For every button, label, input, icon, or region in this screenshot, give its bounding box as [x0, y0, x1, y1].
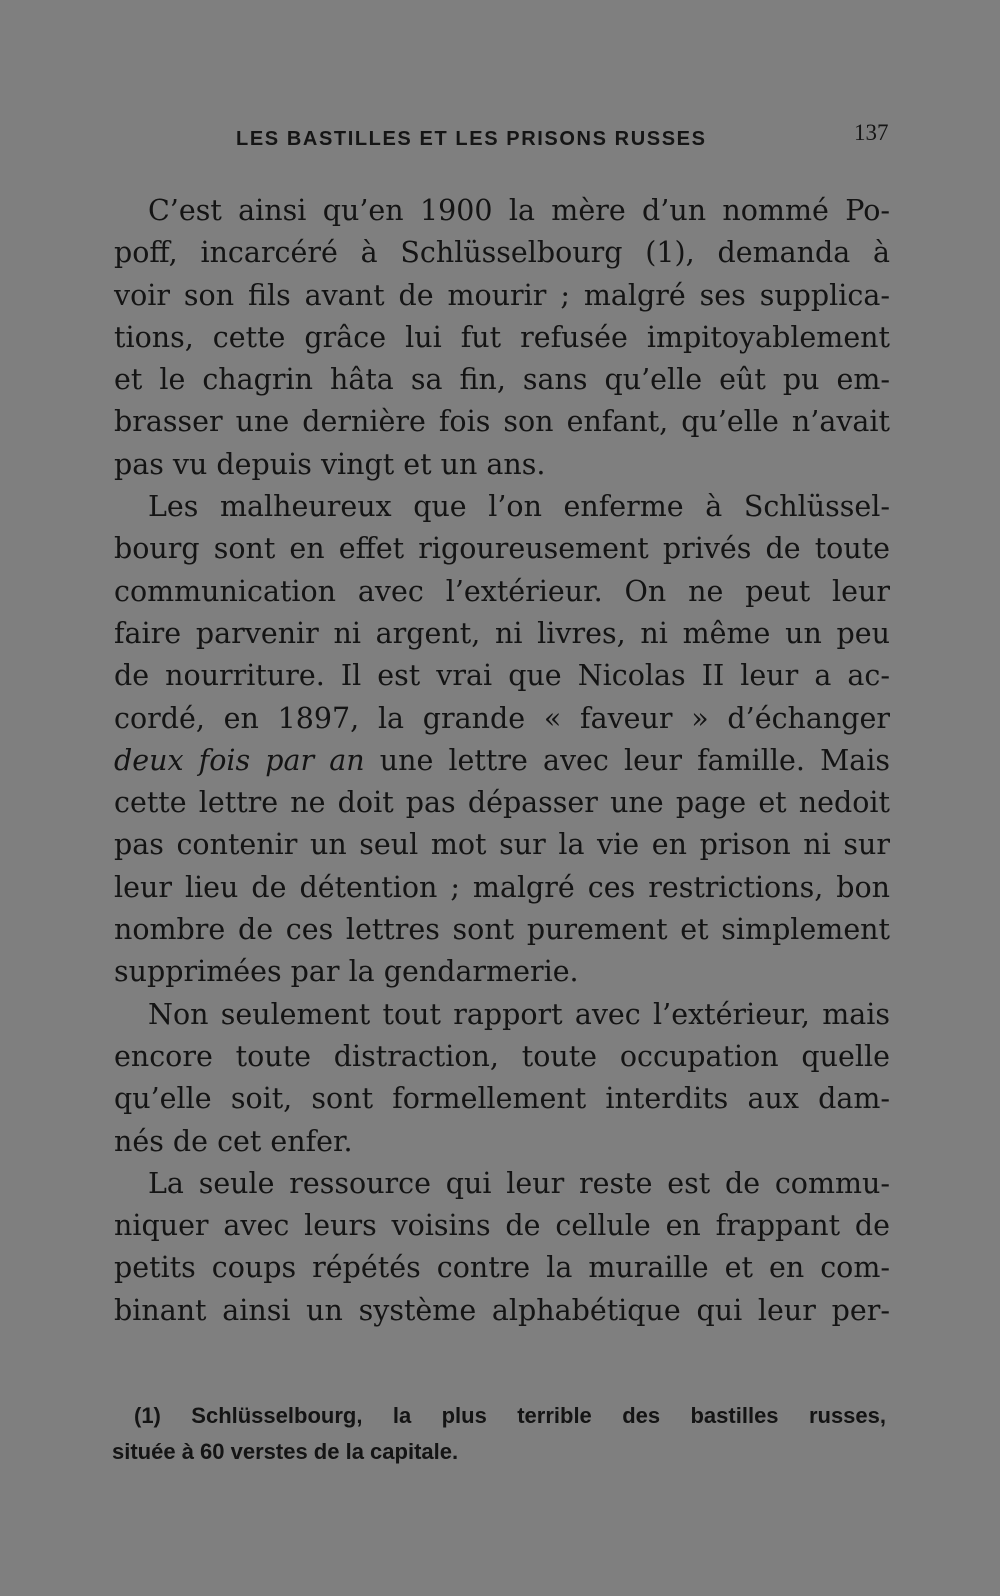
- text-line: Non seulement tout rapport avec l’extérieur, mais: [148, 997, 890, 1031]
- text-line: encore toute distraction, toute occupation quelle: [114, 1039, 890, 1073]
- text-line: faire parvenir ni argent, ni livres, ni même un peu: [114, 616, 890, 650]
- paragraph-3: [114, 994, 890, 1163]
- body-text: [114, 190, 890, 1332]
- text-line: La seule ressource qui leur reste est de commu-: [148, 1166, 890, 1200]
- paragraph-1: [114, 190, 890, 486]
- text-line: niquer avec leurs voisins de cellule en frappant de: [114, 1209, 890, 1243]
- text-line: brasser une dernière fois son enfant, qu’elle n’avait: [114, 405, 890, 439]
- text-line: bourg sont en effet rigoureusement privés de toute: [114, 532, 890, 566]
- text-line: poff, incarcéré à Schlüsselbourg (1), demanda à: [114, 236, 890, 270]
- text-line: Les malheureux que l’on enferme à Schlüssel-: [148, 490, 890, 524]
- text-line: binant ainsi un système alphabétique qui leur per-: [114, 1293, 890, 1327]
- footnote: [112, 1398, 886, 1470]
- text-line: cette lettre ne doit pas dépasser une page et nedoit: [114, 786, 890, 820]
- footnote-line: située à 60 verstes de la capitale.: [112, 1439, 459, 1464]
- text-line: C’est ainsi qu’en 1900 la mère d’un nommé Po-: [148, 194, 890, 227]
- page-number: 137: [854, 120, 889, 145]
- text-line: nés de cet enfer.: [114, 1124, 353, 1158]
- text-line: tions, cette grâce lui fut refusée impitoyablement: [114, 320, 890, 354]
- text-line: de nourriture. Il est vrai que Nicolas II leur a ac-: [114, 659, 890, 693]
- running-title: LES BASTILLES ET LES PRISONS RUSSES: [236, 128, 707, 150]
- text-line: pas contenir un seul mot sur la vie en prison ni sur: [114, 828, 890, 862]
- text-line: communication avec l’extérieur. On ne peut leur: [114, 574, 890, 608]
- text-line: qu’elle soit, sont formellement interdits aux dam-: [114, 1082, 890, 1116]
- text-line: et le chagrin hâta sa fin, sans qu’elle eût pu em-: [114, 363, 890, 397]
- footnote-line: (1) Schlüsselbourg, la plus terrible des bastilles russes,: [134, 1403, 886, 1428]
- italic-phrase: deux fois par an: [114, 743, 365, 777]
- text-line: petits coups répétés contre la muraille et en com-: [114, 1251, 890, 1285]
- paragraph-2: [114, 486, 890, 994]
- text-line: cordé, en 1897, la grande « faveur » d’échanger: [114, 701, 890, 735]
- text-line: voir son fils avant de mourir ; malgré ses supplica-: [114, 278, 890, 312]
- paragraph-4: [114, 1163, 890, 1332]
- text-line: pas vu depuis vingt et un ans.: [114, 447, 546, 481]
- text-line: nombre de ces lettres sont purement et simplement: [114, 913, 890, 947]
- text-line: supprimées par la gendarmerie.: [114, 955, 579, 989]
- text-line-italic: [114, 740, 890, 782]
- text-line-rest: une lettre avec leur famille. Mais: [379, 743, 890, 777]
- text-line: leur lieu de détention ; malgré ces restrictions, bon: [114, 870, 890, 904]
